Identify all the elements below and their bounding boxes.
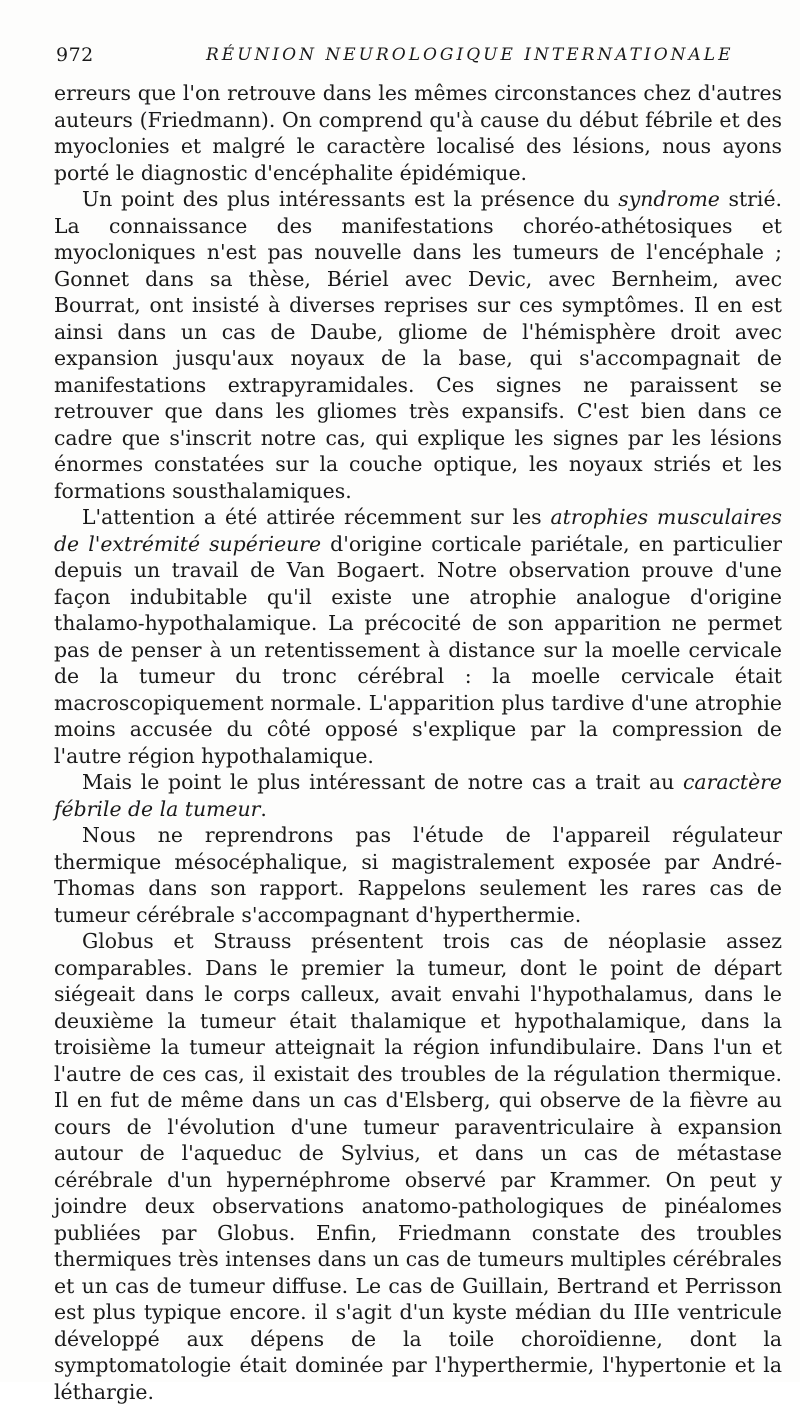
body-text [54, 80, 782, 1405]
paragraph-6 [54, 928, 782, 1405]
paragraph-2-italic: syndrome [618, 187, 720, 211]
paragraph-3-italic: atrophies musculaires de l'extrémité supérieure [54, 505, 782, 556]
paragraph-2-text-before: Un point des plus intéressants est la présence du [82, 187, 619, 211]
paragraph-4-text-after: . [260, 796, 267, 821]
paragraph-1-text: erreurs que l'on retrouve dans les mêmes circonstances chez d'autres auteurs (Friedmann). On comprend qu'à cause du début fébrile et des myoclonies et malgré le caractère localisé des lésions, nous ayons porté le diagnostic d'encéphalite épidémique. [54, 81, 782, 185]
paragraph-5-text: Nous ne reprendrons pas l'étude de l'appareil régulateur thermique mésocéphalique, si magistralement exposée par André-Thomas dans son rapport. Rappelons seulement les rares cas de tumeur cérébrale s'accompagnant d'hyperthermie. [54, 823, 782, 927]
paragraph-3 [54, 504, 782, 769]
paragraph-4-italic: caractère fébrile de la tumeur [54, 770, 782, 821]
page-header [56, 44, 776, 70]
paragraph-1 [54, 80, 782, 186]
paragraph-3-text-before: L'attention a été attirée récemment sur les [82, 505, 551, 529]
paragraph-2-text-after: strié. La connaissance des manifestations choréo-athétosiques et myocloniques n'est pas nouvelle dans les tumeurs de l'encéphale ; Gonnet dans sa thèse, Bériel avec Devic, avec Bernheim, avec Bourrat, ont insisté à diverses reprises sur ces symptômes. Il en est ainsi dans un cas de Daube, gliome de l'hémisphère droit avec expansion jusqu'aux noyaux de la base, qui s'accompagnait de manifestations extrapyramidales. Ces signes ne paraissent se retrouver que dans les gliomes très expansifs. C'est bien dans ce cadre que s'inscrit notre cas, qui explique les signes par les lésions énormes constatées sur la couche optique, les noyaux striés et les formations sousthalamiques. [54, 187, 782, 503]
paragraph-6-text: Globus et Strauss présentent trois cas de néoplasie assez comparables. Dans le premier la tumeur, dont le point de départ siégeait dans le corps calleux, avait envahi l'hypothalamus, dans le deuxième la tumeur était thalamique et hypothalamique, dans la troisième la tumeur atteignait la région infundibulaire. Dans l'un et l'autre de ces cas, il existait des troubles de la régulation thermique. Il en fut de même dans un cas d'Elsberg, qui observe de la fièvre au cours de l'évolution d'une tumeur paraventriculaire à expansion autour de l'aqueduc de Sylvius, et dans un cas de métastase cérébrale d'un hypernéphrome observé par Krammer. On peut y joindre deux observations anatomo-pathologiques de pinéalomes publiées par Globus. Enfin, Friedmann constate des troubles thermiques très intenses dans un cas de tumeurs multiples cérébrales et un cas de tumeur diffuse. Le cas de Guillain, Bertrand et Perrisson est plus typique encore. il s'agit d'un kyste médian du IIIe ventricule développé aux dépens de la toile choroïdienne, dont la symptomatologie était dominée par l'hyperthermie, l'hypertonie et la léthargie. [54, 929, 782, 1404]
running-title: RÉUNION NEUROLOGIQUE INTERNATIONALE [206, 45, 734, 65]
paragraph-5 [54, 822, 782, 928]
page-number: 972 [56, 44, 94, 66]
paragraph-4 [54, 769, 782, 822]
paragraph-4-text-before: Mais le point le plus intéressant de notre cas a trait au [82, 770, 684, 794]
paragraph-2 [54, 186, 782, 504]
paragraph-3-text-after: d'origine corticale pariétale, en particulier depuis un travail de Van Bogaert. Notre observation prouve d'une façon indubitable qu'il existe une atrophie analogue d'origine thalamo-hypothalamique. La précocité de son apparition ne permet pas de penser à un retentissement à distance sur la moelle cervicale de la tumeur du tronc cérébral : la moelle cervicale était macroscopiquement normale. L'apparition plus tardive d'une atrophie moins accusée du côté opposé s'explique par la compression de l'autre région hypothalamique. [54, 531, 782, 768]
